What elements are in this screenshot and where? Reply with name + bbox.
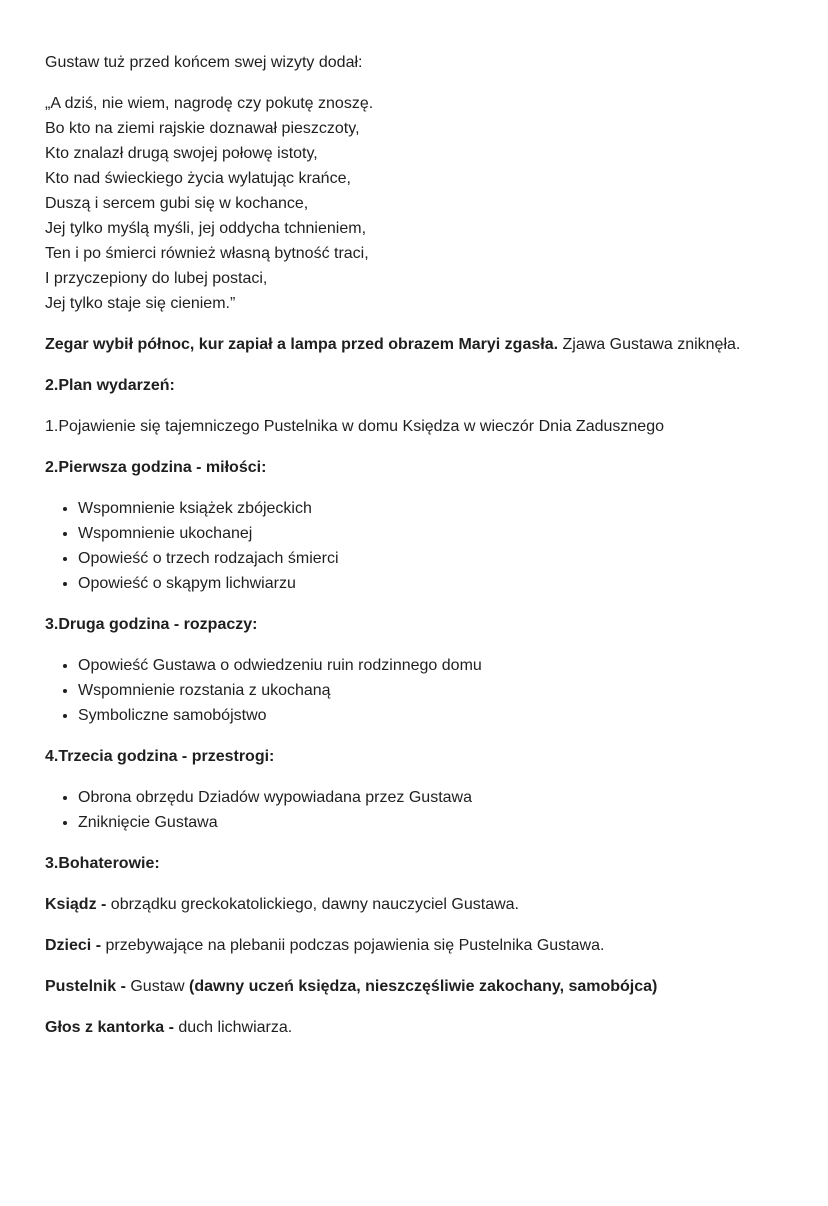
character-name: Dzieci -	[45, 937, 102, 954]
hour2-heading: 3.Druga godzina - rozpaczy:	[45, 616, 258, 633]
plan-heading: 2.Plan wydarzeń:	[45, 377, 175, 394]
character-name: Głos z kantorka -	[45, 1019, 174, 1036]
character-desc: obrządku greckokatolickiego, dawny nauczyciel Gustawa.	[106, 896, 519, 913]
character-glos	[45, 1015, 784, 1040]
poem-line: Bo kto na ziemi rajskie doznawał pieszczoty,	[45, 120, 360, 137]
poem-line: Ten i po śmierci również własną bytność traci,	[45, 245, 369, 262]
list-item: • Zniknięcie Gustawa	[78, 810, 784, 835]
list-item: • Wspomnienie ukochanej	[78, 521, 784, 546]
midnight-bold-text: Zegar wybił północ, kur zapiał a lampa przed obrazem Maryi zgasła.	[45, 336, 559, 353]
character-pustelnik	[45, 974, 784, 999]
midnight-regular-text: Zjawa Gustawa zniknęła.	[558, 336, 741, 353]
list-item: • Wspomnienie rozstania z ukochaną	[78, 678, 784, 703]
poem-line: Duszą i sercem gubi się w kochance,	[45, 195, 309, 212]
list-item: • Opowieść o trzech rodzajach śmierci	[78, 546, 784, 571]
list-item: • Opowieść Gustawa o odwiedzeniu ruin rodzinnego domu	[78, 653, 784, 678]
character-desc: Gustaw	[125, 978, 190, 995]
list-item: • Wspomnienie książek zbójeckich	[78, 496, 784, 521]
poem-line: Kto znalazł drugą swojej połowę istoty,	[45, 145, 318, 162]
list-item: • Obrona obrzędu Dziadów wypowiadana przez Gustawa	[78, 785, 784, 810]
hour3-list	[45, 785, 784, 835]
character-desc: duch lichwiarza.	[173, 1019, 293, 1036]
character-name: Pustelnik -	[45, 978, 126, 995]
character-extra: (dawny uczeń księdza, nieszczęśliwie zakochany, samobójca)	[189, 978, 658, 995]
poem-line: „A dziś, nie wiem, nagrodę czy pokutę znoszę.	[45, 95, 374, 112]
poem-line: Jej tylko staje się cieniem.”	[45, 295, 236, 312]
list-item: • Symboliczne samobójstwo	[78, 703, 784, 728]
character-ksiadz	[45, 892, 784, 917]
poem-line: I przyczepiony do lubej postaci,	[45, 270, 268, 287]
poem-quote	[45, 91, 784, 316]
plan-item-1: 1.Pojawienie się tajemniczego Pustelnika w domu Księdza w wieczór Dnia Zadusznego	[45, 418, 664, 435]
character-name: Ksiądz -	[45, 896, 107, 913]
characters-heading: 3.Bohaterowie:	[45, 855, 160, 872]
character-desc: przebywające na plebanii podczas pojawienia się Pustelnika Gustawa.	[101, 937, 605, 954]
hour3-heading: 4.Trzecia godzina - przestrogi:	[45, 748, 275, 765]
midnight-paragraph	[45, 332, 784, 357]
poem-line: Kto nad świeckiego życia wylatując krańce,	[45, 170, 351, 187]
hour1-list	[45, 496, 784, 596]
hour1-heading: 2.Pierwsza godzina - miłości:	[45, 459, 267, 476]
intro-paragraph: Gustaw tuż przed końcem swej wizyty dodał:	[45, 54, 363, 71]
poem-line: Jej tylko myślą myśli, jej oddycha tchnieniem,	[45, 220, 367, 237]
character-dzieci	[45, 933, 784, 958]
hour2-list	[45, 653, 784, 728]
list-item: • Opowieść o skąpym lichwiarzu	[78, 571, 784, 596]
